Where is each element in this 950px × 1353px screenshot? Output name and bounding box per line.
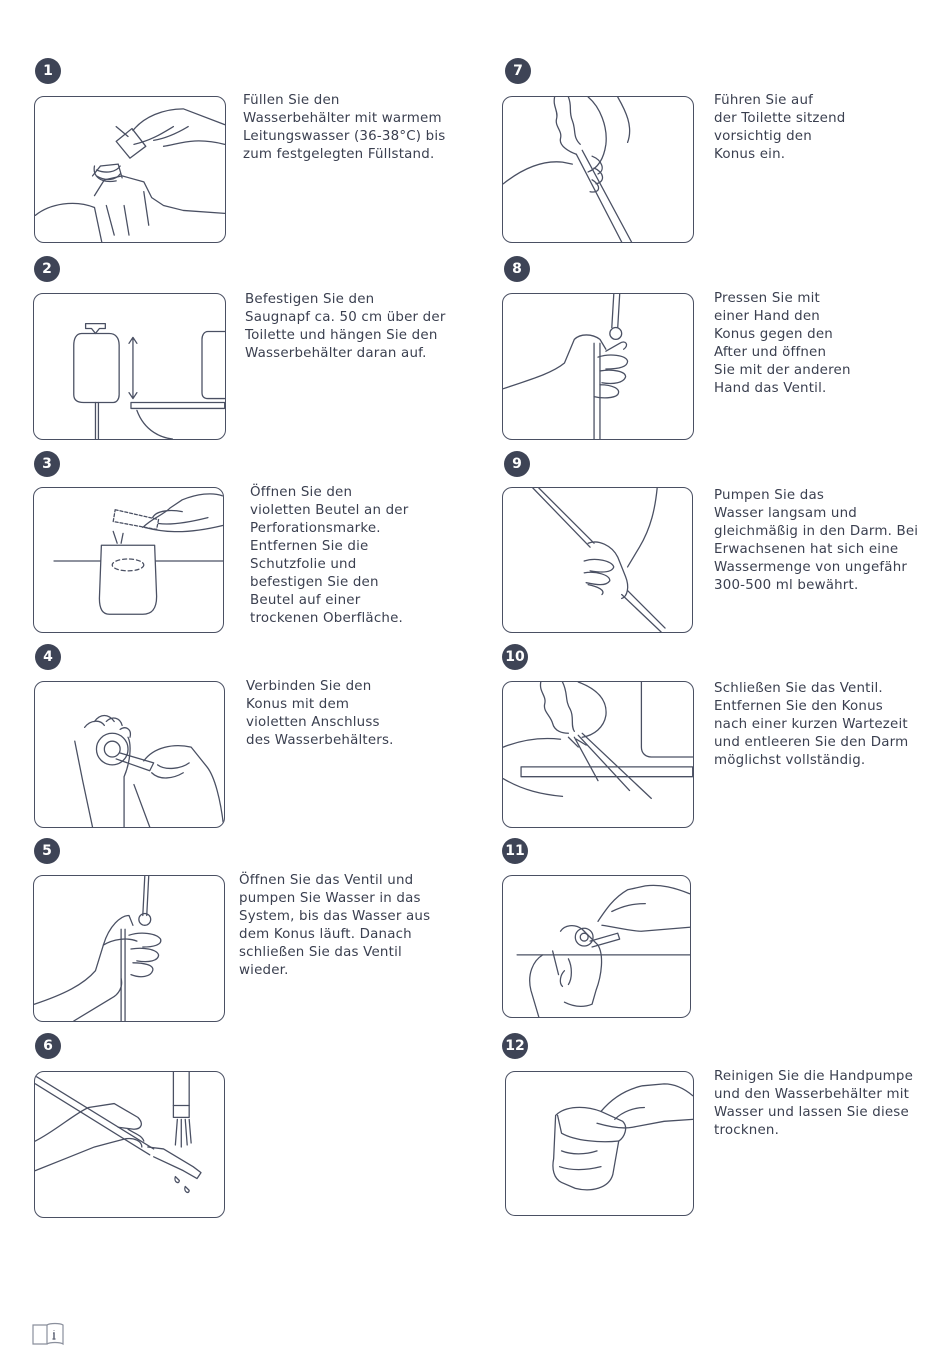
step-5-text: Öffnen Sie das Ventil und pumpen Sie Wasser in das System, bis das Wasser aus dem Konus läuft. Danach schließen Sie das Ventil wieder. <box>239 873 431 978</box>
step-4-number: 4 <box>35 644 61 670</box>
step-1-text: Füllen Sie den Wasserbehälter mit warmem Leitungswasser (36-38°C) bis zum festgelegten Füllstand. <box>243 93 446 162</box>
step-1-number: 1 <box>35 58 61 84</box>
step-8-number: 8 <box>504 256 530 282</box>
step-7-number: 7 <box>505 58 531 84</box>
step-4-illustration <box>34 681 225 828</box>
step-9-number: 9 <box>504 451 530 477</box>
step-10-text: Schließen Sie das Ventil. Entfernen Sie den Konus nach einer kurzen Wartezeit und entleeren Sie den Darm möglichst vollständig. <box>714 681 909 768</box>
step-3-text: Öffnen Sie den violetten Beutel an der Perforationsmarke. Entfernen Sie die Schutzfolie und befestigen Sie den Beutel auf einer trockenen Oberfläche. <box>250 485 409 626</box>
step-7-illustration <box>502 96 694 243</box>
step-9-illustration <box>502 487 693 633</box>
step-12-illustration <box>505 1071 694 1216</box>
step-5-number: 5 <box>34 838 60 864</box>
step-2-text: Befestigen Sie den Saugnapf ca. 50 cm über der Toilette und hängen Sie den Wasserbehälter daran auf. <box>245 292 446 361</box>
step-10-number: 10 <box>502 644 528 670</box>
step-8-text: Pressen Sie mit einer Hand den Konus gegen den After und öffnen Sie mit der anderen Hand das Ventil. <box>714 291 851 396</box>
step-9-text: Pumpen Sie das Wasser langsam und gleichmäßig in den Darm. Bei Erwachsenen hat sich eine Wassermenge von ungefähr 300-500 ml bewährt. <box>714 488 919 593</box>
step-1-illustration <box>34 96 226 243</box>
step-11-number: 11 <box>502 838 528 864</box>
step-3-illustration <box>33 487 224 633</box>
step-3-number: 3 <box>34 451 60 477</box>
step-8-illustration <box>502 293 694 440</box>
step-2-illustration <box>33 293 226 440</box>
step-4-text: Verbinden Sie den Konus mit dem violetten Anschluss des Wasserbehälters. <box>246 679 394 748</box>
step-11-illustration <box>502 875 691 1018</box>
manual-info-icon <box>32 1322 64 1346</box>
step-10-illustration <box>502 681 694 828</box>
step-6-illustration <box>34 1071 225 1218</box>
step-12-text: Reinigen Sie die Handpumpe und den Wasserbehälter mit Wasser und lassen Sie diese trocknen. <box>714 1069 914 1138</box>
step-12-number: 12 <box>502 1033 528 1059</box>
step-5-illustration <box>33 875 225 1022</box>
step-6-number: 6 <box>35 1033 61 1059</box>
step-2-number: 2 <box>34 256 60 282</box>
step-7-text: Führen Sie auf der Toilette sitzend vorsichtig den Konus ein. <box>714 93 846 162</box>
